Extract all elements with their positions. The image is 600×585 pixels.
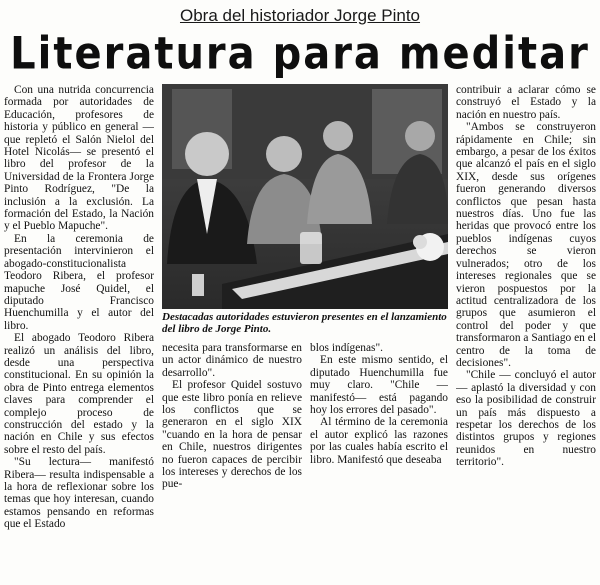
article-headline: Literatura para meditar: [10, 28, 590, 80]
article-kicker: Obra del historiador Jorge Pinto: [179, 6, 421, 25]
article-column-3: [310, 342, 448, 584]
paragraph: Al término de la ceremonia el autor explicó las razones por las cuales había escrito el libro. Manifestó que deseaba: [310, 416, 448, 466]
paragraph: En este mismo sentido, el diputado Huenchumilla fue muy claro. "Chile — manifestó— está pagando hoy los errores del pasado".: [310, 354, 448, 417]
paragraph: necesita para transformarse en un actor dinámico de nuestro desarrollo".: [162, 342, 302, 379]
paragraph: "Chile — concluyó el autor— aplastó la diversidad y con eso la posibilidad de construir un país más dispuesto a respetar los derechos de los distintos grupos y regiones reunidos en nuestro territorio".: [456, 369, 596, 469]
paragraph: El profesor Quidel sostuvo que este libro ponía en relieve los conflictos que se generaron en el siglo XIX "cuando en la hora de pensar en Chile, nuestros dirigentes no fueron capaces de percibir los intereses y derechos de los pue-: [162, 379, 302, 491]
paragraph: En la ceremonia de presentación intervinieron el abogado-constitucionalista Teodoro Ribera, el profesor mapuche José Quidel, el diputado Francisco Huenchumilla y el autor del libro.: [4, 232, 154, 332]
paragraph: blos indígenas".: [310, 342, 383, 354]
paragraph: "Ambos se construyeron rápidamente en Chile; sin embargo, a pesar de los éxitos que alcanzó el país en el siglo XIX, desde sus orígenes fueron generando diversos conflictos que pesan hasta nuestros días. Uno fue las heridas que provocó entre los pueblos indígenas cuyos derechos se vieron vulnerados; otro de los intereses regionales que se vieron pospuestos por la actitud centralizadora de los grupos que asumieron el control del poder y que transformaron a Santiago en el centro de la toma de decisiones".: [456, 121, 596, 369]
article-column-4: [456, 84, 596, 504]
article-column-2: [162, 342, 302, 584]
paragraph: El abogado Teodoro Ribera realizó un análisis del libro, desde una perspectiva constitucional. En su opinión la obra de Pinto entrega elementos claves para comprender el complejo proceso de construcción del estado y la nación en Chile y sus efectos sobre el resto del país.: [4, 332, 154, 456]
paragraph: Con una nutrida concurrencia formada por autoridades de Educación, profesores de historia y público en general — que repletó el Salón Nielol del Hotel Nicolás— se presentó el libro del profesor de la Universidad de la Frontera Jorge Pinto Rodríguez, "De la inclusión a la exclusión. La formación del Estado, la Nación y el Pueblo Mapuche".: [4, 84, 154, 233]
photo-caption: Destacadas autoridades estuvieron presentes en el lanzamiento del libro de Jorge Pinto.: [162, 311, 447, 335]
paragraph: contribuir a aclarar cómo se construyó el Estado y la nación en nuestro país.: [456, 84, 596, 121]
event-photo: [162, 84, 448, 309]
article-column-1: [4, 84, 154, 584]
paragraph: "Su lectura— manifestó Ribera— resulta indispensable a la hora de reflexionar sobre los temas que hoy interesan, cuando estamos pensando en reformas que el Estado: [4, 456, 154, 531]
